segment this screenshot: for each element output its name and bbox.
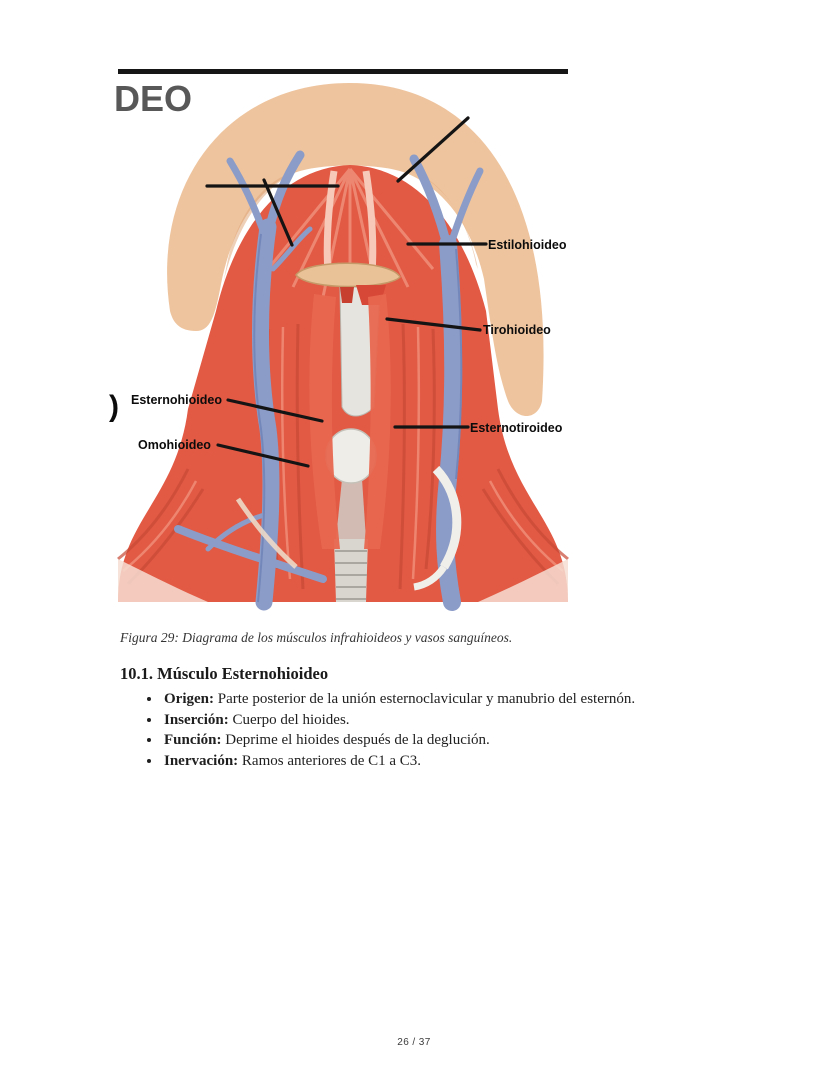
figure-corner-text: DEO	[114, 78, 193, 119]
diagram-label-omohioideo: Omohioideo	[138, 438, 211, 452]
bullet-text: Parte posterior de la unión esternoclavicular y manubrio del esternón.	[214, 691, 636, 707]
bullet-label: Función:	[164, 732, 222, 748]
bullet-item-funcion	[162, 730, 635, 751]
figure-caption: Figura 29: Diagrama de los músculos infrahioideos y vasos sanguíneos.	[120, 630, 513, 645]
bullet-label: Inervación:	[164, 752, 239, 769]
diagram-label-esternotiroideo: Esternotiroideo	[470, 421, 563, 435]
diagram-label-esternohioideo: Esternohioideo	[131, 393, 222, 407]
bullet-label: Inserción:	[164, 711, 229, 728]
page-number: 26 / 37	[397, 1037, 431, 1048]
cropped-letter-fragment: )	[109, 390, 119, 423]
figure-anatomy-diagram	[109, 69, 568, 602]
bullet-text: Deprime el hioides después de la deglución.	[221, 732, 490, 748]
diagram-label-tirohioideo: Tirohioideo	[483, 323, 551, 337]
diagram-label-estilohioideo: Estilohioideo	[488, 238, 567, 252]
bullet-item-insercion	[162, 710, 635, 731]
section-heading: 10.1. Músculo Esternohioideo	[120, 664, 329, 683]
anatomy-illustration	[118, 83, 568, 602]
bullet-list	[121, 689, 635, 771]
thyrohyoid-muscle-left	[340, 287, 354, 303]
figure-top-rule	[118, 69, 568, 74]
bullet-item-inervacion	[162, 751, 635, 772]
bullet-text: Ramos anteriores de C1 a C3.	[238, 752, 422, 769]
bullet-label: Origen:	[164, 691, 214, 707]
bullet-item-origen	[162, 689, 635, 710]
bullet-text: Cuerpo del hioides.	[228, 711, 350, 728]
